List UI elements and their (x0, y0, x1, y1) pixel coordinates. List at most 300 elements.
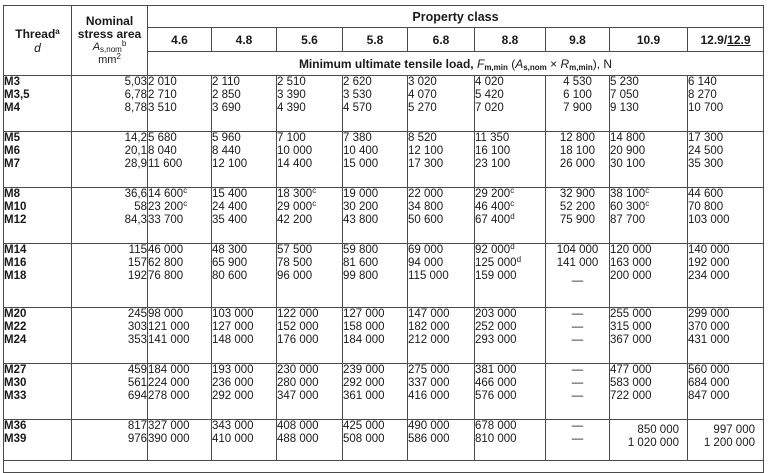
load-value: 2 710 (148, 89, 177, 101)
load-value: 92 000$^d$ (475, 243, 515, 256)
property-class-header: Property class (148, 6, 764, 28)
load-values-cell (277, 132, 343, 188)
thread-size: M30 (4, 377, 27, 389)
thread-header: Thread$^a$ d (4, 6, 72, 76)
load-value: 30 200 (343, 201, 379, 213)
stress-area-value: 817 (127, 420, 147, 432)
footnote-marker: d (510, 243, 515, 251)
load-value: 4 390 (277, 102, 306, 114)
load-value: 586 000 (408, 433, 450, 445)
load-value: 293 000 (475, 334, 517, 346)
load-value: 10 000 (277, 145, 313, 157)
load-values-cell (475, 244, 546, 308)
load-values-cell (148, 364, 212, 420)
load-value: 367 000 (610, 334, 652, 346)
class-header-cell: 6.8 (408, 28, 475, 52)
load-value: 431 000 (688, 334, 730, 346)
load-value: 7 020 (475, 102, 504, 114)
thread-size: M8 (4, 188, 20, 200)
footnote-marker: c (312, 187, 317, 195)
load-value: 14 600$^c$ (148, 187, 188, 200)
load-value: 315 000 (610, 321, 652, 333)
not-applicable-dash: — (571, 420, 584, 432)
load-value: 18 100 (559, 145, 596, 157)
load-value: 141 000 (556, 257, 599, 269)
load-value: 15 000 (343, 158, 379, 170)
thread-sizes-cell (4, 364, 72, 420)
thread-size: M3 (4, 76, 20, 88)
thread-sizes-cell (4, 132, 72, 188)
load-value: 62 800 (148, 257, 184, 269)
thread-sizes-cell (4, 308, 72, 364)
load-values-cell (343, 132, 408, 188)
load-value: 684 000 (688, 377, 730, 389)
load-value: 252 000 (475, 321, 517, 333)
load-value: 158 000 (343, 321, 385, 333)
stress-area-value: 157 (127, 257, 147, 269)
load-values-cell (408, 132, 475, 188)
load-value: 5 230 (610, 76, 639, 88)
load-value: 347 000 (277, 390, 319, 402)
load-value: 81 600 (343, 257, 379, 269)
thread-size: M16 (4, 257, 27, 269)
load-value: 408 000 (277, 420, 319, 432)
load-value: 508 000 (343, 433, 385, 445)
load-value: 121 000 (148, 321, 190, 333)
load-values-cell (277, 308, 343, 364)
load-value: 7 380 (343, 132, 372, 144)
load-values-cell (546, 188, 610, 244)
load-value: 127 000 (343, 308, 385, 320)
load-value: 416 000 (408, 390, 450, 402)
table-row (4, 76, 764, 132)
load-value: 15 400 (212, 188, 248, 200)
footnote-marker: d (516, 255, 522, 264)
load-values-cell (343, 420, 408, 461)
load-value: 4 020 (475, 76, 504, 88)
thread-size: M18 (4, 270, 27, 282)
load-value: 125 000$^d$ (475, 255, 522, 269)
load-value: 3 390 (277, 89, 306, 101)
stress-area-cell (72, 308, 148, 364)
footnote-marker: c (510, 187, 515, 195)
footnote-marker: c (645, 187, 650, 195)
load-value: 678 000 (475, 420, 517, 432)
footnote-marker: c (645, 199, 650, 208)
not-applicable-dash: — (571, 364, 584, 376)
load-value: 80 600 (212, 270, 248, 282)
load-values-cell (610, 308, 688, 364)
load-values-cell (408, 188, 475, 244)
load-value: 327 000 (148, 420, 190, 432)
load-value: 34 800 (408, 201, 444, 213)
stress-area-value: 14,2 (124, 132, 147, 144)
load-values-cell (610, 76, 688, 132)
load-value: 8 520 (408, 132, 437, 144)
load-value: 148 000 (212, 334, 254, 346)
footnote-marker: c (183, 199, 188, 208)
load-values-cell (212, 132, 277, 188)
load-value: 203 000 (475, 308, 517, 320)
load-value: 810 000 (475, 433, 517, 445)
load-value: 3 690 (212, 102, 241, 114)
load-value: 141 000 (148, 334, 190, 346)
not-applicable-dash: — (571, 275, 584, 287)
load-value: 12 800 (559, 132, 596, 144)
load-values-cell (688, 420, 764, 461)
load-values-cell (546, 76, 610, 132)
thread-sizes-cell (4, 244, 72, 308)
load-value: 17 300 (408, 158, 444, 170)
load-value: 488 000 (277, 433, 319, 445)
load-value: 75 900 (559, 214, 596, 226)
load-value: 280 000 (277, 377, 319, 389)
load-values-cell (148, 188, 212, 244)
load-value: 140 000 (688, 244, 730, 256)
load-values-cell (277, 420, 343, 461)
stress-area-cell (72, 76, 148, 132)
load-value: 361 000 (343, 390, 385, 402)
load-value: 3 530 (343, 89, 372, 101)
load-value: 22 000 (408, 188, 444, 200)
load-value: 230 000 (277, 364, 319, 376)
load-value: 7 050 (610, 89, 639, 101)
load-value: 11 350 (475, 132, 510, 144)
load-value: 48 300 (212, 244, 248, 256)
stress-area-value: 58 (134, 201, 147, 213)
load-value: 98 000 (148, 308, 184, 320)
load-values-cell (475, 308, 546, 364)
stress-area-value: 6,78 (124, 89, 147, 101)
stress-area-value: 459 (127, 364, 147, 376)
table-row (4, 420, 764, 461)
load-value: 23 100 (475, 158, 511, 170)
class-header-cell: 4.6 (148, 28, 212, 52)
load-value: 275 000 (408, 364, 450, 376)
load-value: 38 100$^c$ (610, 187, 650, 200)
load-value: 2 110 (212, 76, 240, 88)
load-value: 176 000 (277, 334, 319, 346)
load-values-cell (546, 420, 610, 461)
load-values-cell (277, 364, 343, 420)
load-value: 381 000 (475, 364, 517, 376)
load-value: 292 000 (212, 390, 254, 402)
load-value: 193 000 (212, 364, 254, 376)
load-values-cell (688, 76, 764, 132)
load-value: 1 200 000 (703, 437, 755, 449)
load-value: 200 000 (610, 270, 652, 282)
thread-size: M33 (4, 390, 27, 402)
load-value: 3 020 (408, 76, 437, 88)
load-value: 6 140 (688, 76, 717, 88)
stress-area-value: 8,78 (124, 102, 147, 114)
load-value: 466 000 (475, 377, 517, 389)
stress-area-value: 115 (128, 244, 147, 256)
load-value: 239 000 (343, 364, 385, 376)
footnote-marker: c (183, 187, 188, 195)
load-values-cell (546, 364, 610, 420)
class-header-cell: 4.8 (212, 28, 277, 52)
stress-area-value: 20,1 (124, 145, 147, 157)
load-values-cell (277, 244, 343, 308)
not-applicable-dash: — (571, 433, 584, 445)
load-value: 24 400 (212, 201, 248, 213)
load-value: 42 200 (277, 214, 313, 226)
load-value: 8 270 (688, 89, 717, 101)
load-values-cell (610, 132, 688, 188)
load-values-cell (610, 364, 688, 420)
load-values-cell (148, 132, 212, 188)
load-value: 5 420 (475, 89, 504, 101)
load-value: 184 000 (148, 364, 190, 376)
load-value: 69 000 (408, 244, 444, 256)
stress-area-value: 976 (127, 433, 147, 445)
load-value: 159 000 (475, 270, 517, 282)
load-values-cell (688, 308, 764, 364)
not-applicable-dash: — (571, 308, 584, 320)
load-value: 8 040 (148, 145, 177, 157)
load-value: 29 200$^c$ (475, 187, 515, 200)
load-value: 65 900 (212, 257, 248, 269)
class-header-cell: 5.6 (277, 28, 343, 52)
footer-gap-row (4, 461, 764, 473)
thread-size: M3,5 (4, 89, 30, 101)
load-value: 390 000 (148, 433, 190, 445)
load-values-cell (343, 308, 408, 364)
table-row (4, 132, 764, 188)
load-value: 182 000 (408, 321, 450, 333)
load-value: 2 010 (148, 76, 177, 88)
load-value: 46 000 (148, 244, 184, 256)
thread-size: M24 (4, 334, 27, 346)
load-values-cell (546, 132, 610, 188)
load-value: 722 000 (610, 390, 652, 402)
load-value: 44 600 (688, 188, 724, 200)
tensile-load-table (3, 5, 764, 473)
load-values-cell (343, 364, 408, 420)
load-value: 16 100 (475, 145, 511, 157)
load-value: 3 510 (148, 102, 177, 114)
load-value: 4 070 (408, 89, 437, 101)
thread-sizes-cell (4, 76, 72, 132)
thread-size: M12 (4, 214, 27, 226)
load-value: 43 800 (343, 214, 379, 226)
load-values-cell (408, 244, 475, 308)
thread-size: M22 (4, 321, 27, 333)
thread-size: M5 (4, 132, 20, 144)
load-values-cell (408, 308, 475, 364)
load-value: 23 200$^c$ (148, 199, 188, 213)
load-values-cell (546, 308, 610, 364)
load-values-cell (212, 76, 277, 132)
stress-area-cell (72, 132, 148, 188)
class-header-cell: 8.8 (475, 28, 546, 52)
load-values-cell (212, 420, 277, 461)
load-value: 103 000 (212, 308, 254, 320)
load-value: 212 000 (408, 334, 450, 346)
load-value: 163 000 (610, 257, 652, 269)
load-value: 26 000 (559, 158, 596, 170)
table-row (4, 308, 764, 364)
load-value: 255 000 (610, 308, 652, 320)
load-value: 152 000 (277, 321, 319, 333)
load-value: 997 000 (713, 424, 755, 436)
load-value: 4 570 (343, 102, 372, 114)
stress-area-header: Nominal stress area $A_{s,nom}^b$ $mm^2$ (72, 6, 148, 76)
load-value: 50 600 (408, 214, 444, 226)
load-value: 60 300$^c$ (610, 199, 650, 213)
load-value: 292 000 (343, 377, 385, 389)
load-value: 127 000 (212, 321, 254, 333)
table-body (4, 76, 764, 473)
thread-size: M14 (4, 244, 27, 256)
min-tensile-load-header: Minimum ultimate tensile load, $F_{m,min}$ $(A_{s,nom} \times R_{m,min})$, N (148, 52, 764, 76)
load-value: 17 300 (688, 132, 724, 144)
load-values-cell (475, 132, 546, 188)
thread-sizes-cell (4, 188, 72, 244)
load-value: 18 300$^c$ (277, 187, 317, 200)
load-value: 2 510 (277, 76, 306, 88)
load-value: 19 000 (343, 188, 379, 200)
load-values-cell (343, 244, 408, 308)
stress-area-value: 245 (127, 308, 147, 320)
load-value: 59 800 (343, 244, 379, 256)
class-header-cell: 5.8 (343, 28, 408, 52)
load-value: 147 000 (408, 308, 450, 320)
load-values-cell (610, 420, 688, 461)
load-value: 87 700 (610, 214, 646, 226)
thread-sizes-cell (4, 420, 72, 461)
load-value: 29 000$^c$ (277, 199, 317, 213)
load-value: 337 000 (408, 377, 450, 389)
load-value: 57 500 (277, 244, 313, 256)
load-value: 1 020 000 (627, 437, 679, 449)
load-value: 425 000 (343, 420, 385, 432)
class-header-cell: 9.8 (546, 28, 610, 52)
load-value: 30 100 (610, 158, 646, 170)
load-value: 122 000 (277, 308, 319, 320)
load-value: 5 960 (212, 132, 241, 144)
load-value: 184 000 (343, 334, 385, 346)
load-value: 24 500 (688, 145, 724, 157)
load-value: 99 800 (343, 270, 379, 282)
load-values-cell (148, 244, 212, 308)
load-value: 224 000 (148, 377, 190, 389)
load-value: 32 900 (559, 188, 596, 200)
load-value: 12 100 (408, 145, 444, 157)
table-row (4, 244, 764, 308)
load-values-cell (148, 76, 212, 132)
thread-size: M6 (4, 145, 20, 157)
load-value: 96 000 (277, 270, 313, 282)
load-value: 2 850 (212, 89, 241, 101)
load-value: 477 000 (610, 364, 652, 376)
load-values-cell (688, 132, 764, 188)
load-values-cell (148, 308, 212, 364)
load-values-cell (277, 76, 343, 132)
load-values-cell (475, 76, 546, 132)
load-value: 850 000 (637, 424, 679, 436)
load-value: 192 000 (688, 257, 730, 269)
load-values-cell (610, 188, 688, 244)
stress-area-cell (72, 420, 148, 461)
load-value: 10 400 (343, 145, 379, 157)
thread-size: M27 (4, 364, 27, 376)
thread-size: M10 (4, 201, 27, 213)
load-values-cell (546, 244, 610, 308)
load-value: 576 000 (475, 390, 517, 402)
load-value: 20 900 (610, 145, 646, 157)
load-value: 10 700 (688, 102, 724, 114)
load-value: 14 400 (277, 158, 313, 170)
load-values-cell (688, 364, 764, 420)
thread-size: M36 (4, 420, 27, 432)
load-value: 278 000 (148, 390, 190, 402)
footnote-marker: c (510, 199, 515, 208)
load-values-cell (212, 308, 277, 364)
load-values-cell (148, 420, 212, 461)
load-value: 410 000 (212, 433, 254, 445)
thread-size: M39 (4, 433, 27, 445)
load-values-cell (408, 420, 475, 461)
stress-area-value: 192 (127, 270, 147, 282)
not-applicable-dash: — (571, 377, 584, 389)
stress-area-value: 5,03 (124, 76, 147, 88)
load-value: 94 000 (408, 257, 444, 269)
load-value: 343 000 (212, 420, 254, 432)
class-header-cell: 10.9 (610, 28, 688, 52)
stress-area-value: 353 (127, 334, 147, 346)
not-applicable-dash: — (571, 321, 584, 333)
table-row (4, 364, 764, 420)
load-value: 52 200 (559, 201, 596, 213)
footnote-marker: c (312, 199, 317, 208)
load-value: 234 000 (688, 270, 730, 282)
load-value: 104 000 (556, 244, 599, 256)
stress-area-value: 561 (127, 377, 147, 389)
load-value: 46 400$^c$ (475, 199, 515, 213)
stress-area-cell (72, 364, 148, 420)
load-value: 67 400$^d$ (475, 212, 515, 226)
table-row (4, 188, 764, 244)
load-value: 33 700 (148, 214, 184, 226)
load-values-cell (688, 244, 764, 308)
load-value: 9 130 (610, 102, 639, 114)
stress-area-value: 84,3 (124, 214, 147, 226)
footer-gap (4, 461, 764, 473)
load-value: 35 300 (688, 158, 724, 170)
load-value: 4 530 (563, 76, 592, 88)
stress-area-value: 36,6 (124, 188, 147, 200)
load-value: 2 620 (343, 76, 372, 88)
load-values-cell (610, 244, 688, 308)
load-values-cell (408, 364, 475, 420)
load-value: 847 000 (688, 390, 730, 402)
load-values-cell (408, 76, 475, 132)
load-value: 7 900 (563, 102, 592, 114)
load-value: 5 680 (148, 132, 177, 144)
load-values-cell (475, 364, 546, 420)
not-applicable-dash: — (571, 334, 584, 346)
load-values-cell (212, 244, 277, 308)
load-value: 6 100 (563, 89, 592, 101)
stress-area-cell (72, 188, 148, 244)
load-values-cell (343, 188, 408, 244)
load-value: 11 600 (148, 158, 183, 170)
load-value: 76 800 (148, 270, 184, 282)
load-value: 78 500 (277, 257, 313, 269)
load-value: 8 440 (212, 145, 241, 157)
